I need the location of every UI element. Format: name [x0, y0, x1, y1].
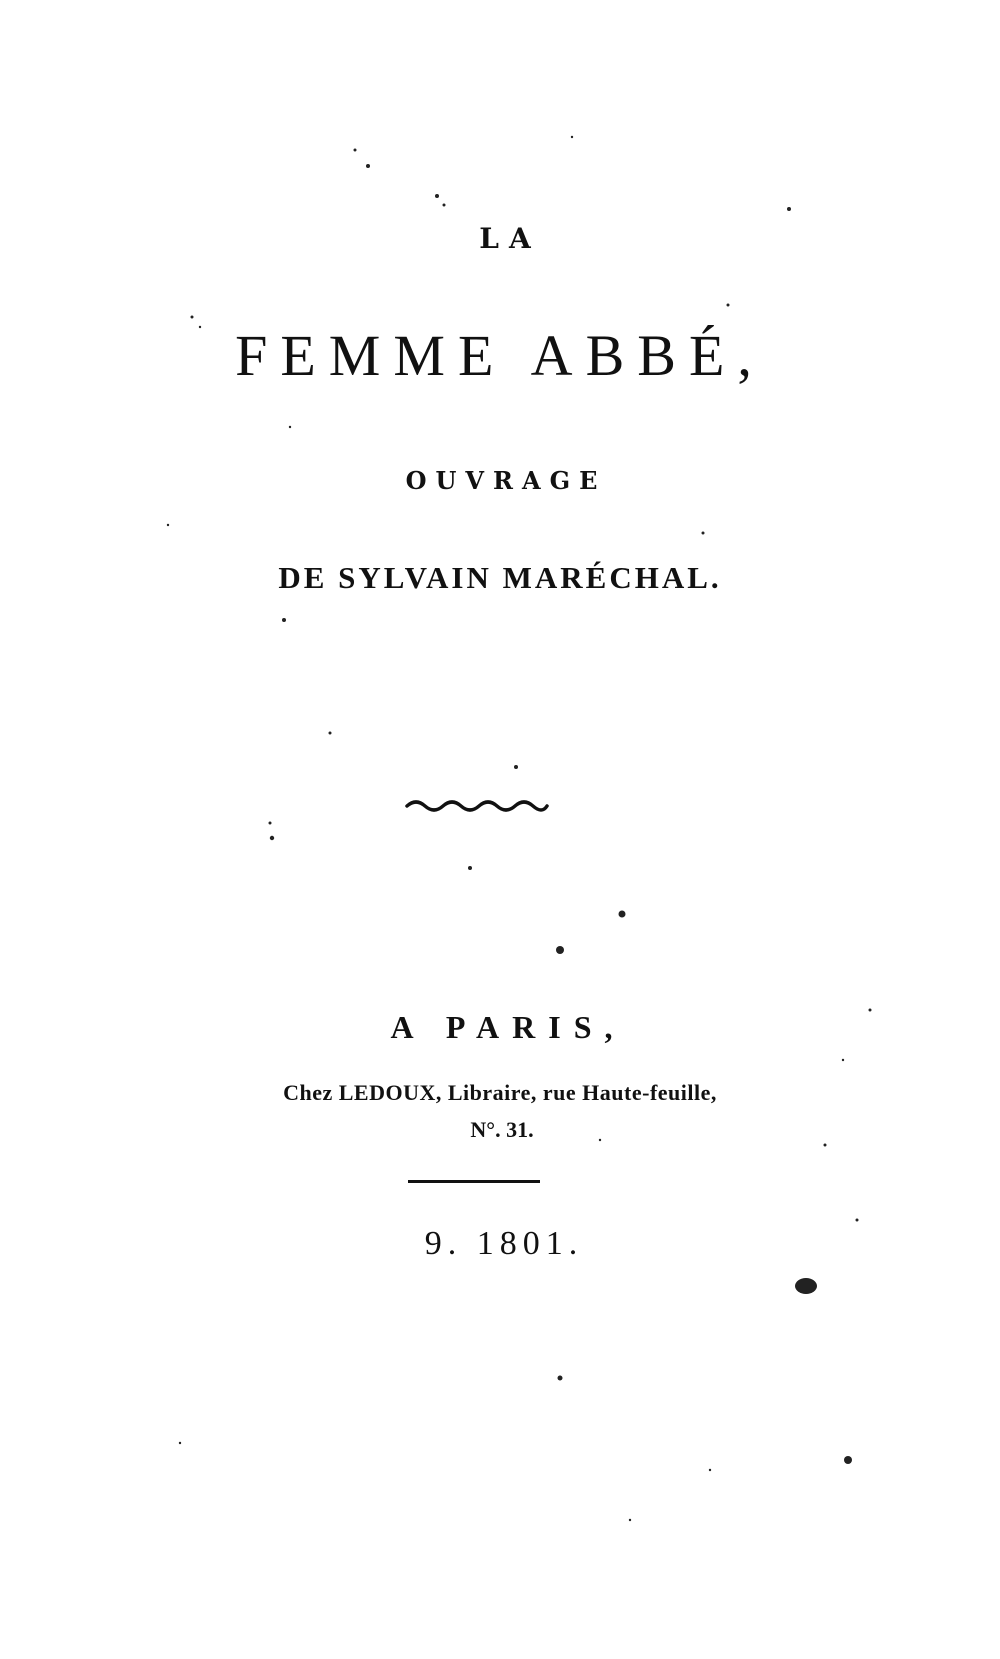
horizontal-rule — [408, 1180, 540, 1183]
article-heading: LA — [479, 222, 541, 255]
book-title: FEMME ABBÉ, — [235, 323, 765, 388]
imprint-number: N°. 31. — [470, 1117, 534, 1142]
author-line: DE SYLVAIN MARÉCHAL. — [278, 560, 722, 595]
imprint-publisher: Chez LEDOUX, Libraire, rue Haute-feuille, — [283, 1080, 717, 1105]
subtitle: OUVRAGE — [405, 466, 607, 495]
wavy-ornament — [405, 796, 549, 814]
imprint-place: A PARIS, — [390, 1009, 626, 1045]
publication-date: 9. 1801. — [424, 1225, 584, 1262]
